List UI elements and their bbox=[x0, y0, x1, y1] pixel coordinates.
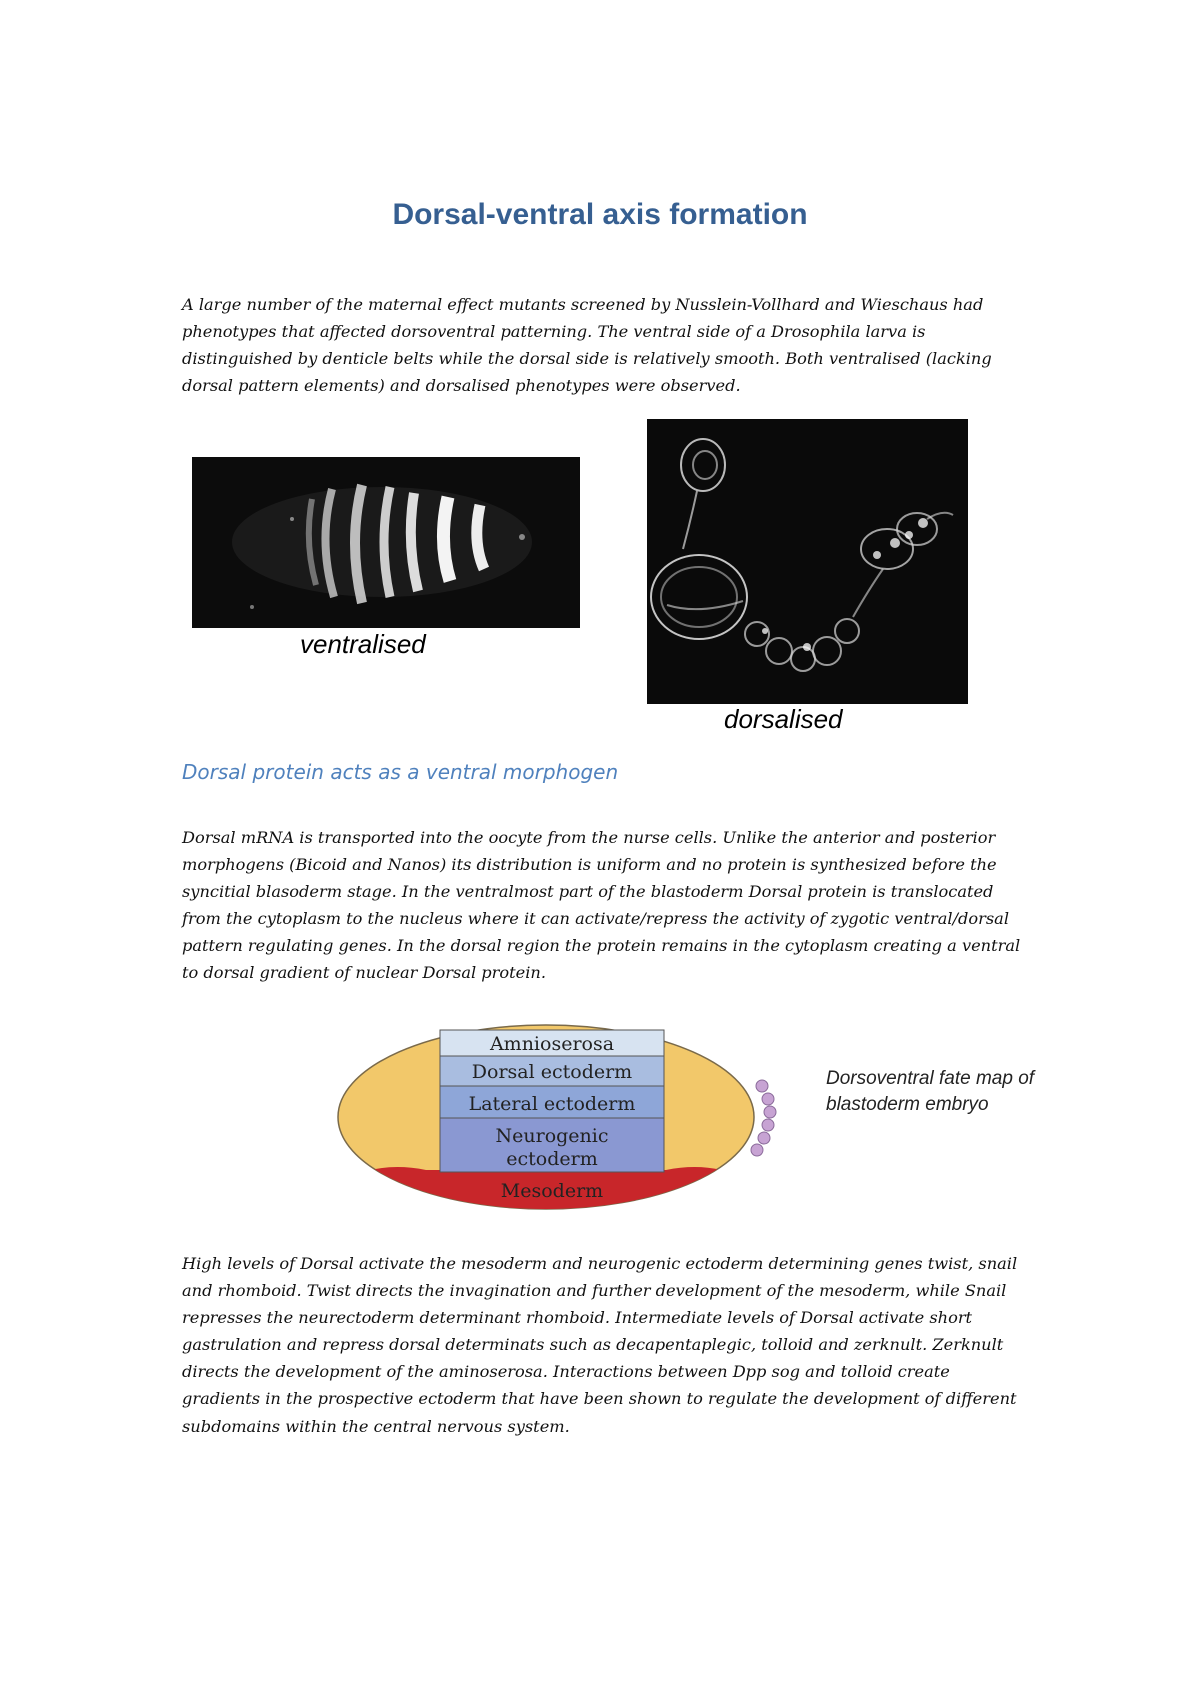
dorsoventral-fate-map bbox=[336, 1012, 786, 1212]
band-label-ectoderm: ectoderm bbox=[506, 1148, 598, 1170]
dorsalised-label: dorsalised bbox=[724, 704, 843, 734]
ventralised-larva-photo bbox=[192, 457, 580, 628]
band-label-dorsal-ectoderm: Dorsal ectoderm bbox=[471, 1061, 633, 1083]
fate-map-caption: Dorsoventral fate map of blastoderm embryo bbox=[826, 1068, 1035, 1115]
page-title: Dorsal-ventral axis formation bbox=[392, 198, 808, 231]
pole-cells bbox=[751, 1080, 776, 1156]
band-label-neurogenic: Neurogenic bbox=[495, 1125, 609, 1147]
closing-paragraph: High levels of Dorsal activate the mesoderm and neurogenic ectoderm determining genes twist, snail and rhomboid. Twist directs the invagination and further development of the mesoderm, while Snail represses the neurectoderm determinant rhomboid. Intermediate levels of Dorsal activate short gastrulation and repress dorsal determinats such as decapentaplegic, tolloid and zerknult. Zerknult directs the development of the aminoserosa. Interactions between Dpp sog and tolloid create gradients in the prospective ectoderm that have been shown to regulate the development of different subdomains within the central nervous system. bbox=[182, 1254, 1018, 1436]
section-paragraph: Dorsal mRNA is transported into the oocyte from the nurse cells. Unlike the anterior and posterior morphogens (Bicoid and Nanos) its distribution is uniform and no protein is synthesized before the syncitial blasoderm stage. In the ventralmost part of the blastoderm Dorsal protein is translocated from the cytoplasm to the nucleus where it can activate/repress the activity of zygotic ventral/dorsal pattern regulating genes. In the dorsal region the protein remains in the cytoplasm creating a ventral to dorsal gradient of nuclear Dorsal protein. bbox=[182, 828, 1021, 983]
band-label-amnioserosa: Amnioserosa bbox=[489, 1033, 615, 1055]
section-heading: Dorsal protein acts as a ventral morphogen bbox=[182, 760, 619, 784]
intro-paragraph: A large number of the maternal effect mutants screened by Nusslein-Vollhard and Wieschaus had phenotypes that affected dorsoventral patterning. The ventral side of a Drosophila larva is distinguished by denticle belts while the dorsal side is relatively smooth. Both ventralised (lacking dorsal pattern elements) and dorsalised phenotypes were observed. bbox=[182, 295, 992, 396]
ventralised-label: ventralised bbox=[300, 629, 426, 659]
dorsalised-larva-photo bbox=[647, 419, 968, 704]
band-label-mesoderm: Mesoderm bbox=[500, 1180, 604, 1202]
band-label-lateral-ectoderm: Lateral ectoderm bbox=[468, 1093, 636, 1115]
